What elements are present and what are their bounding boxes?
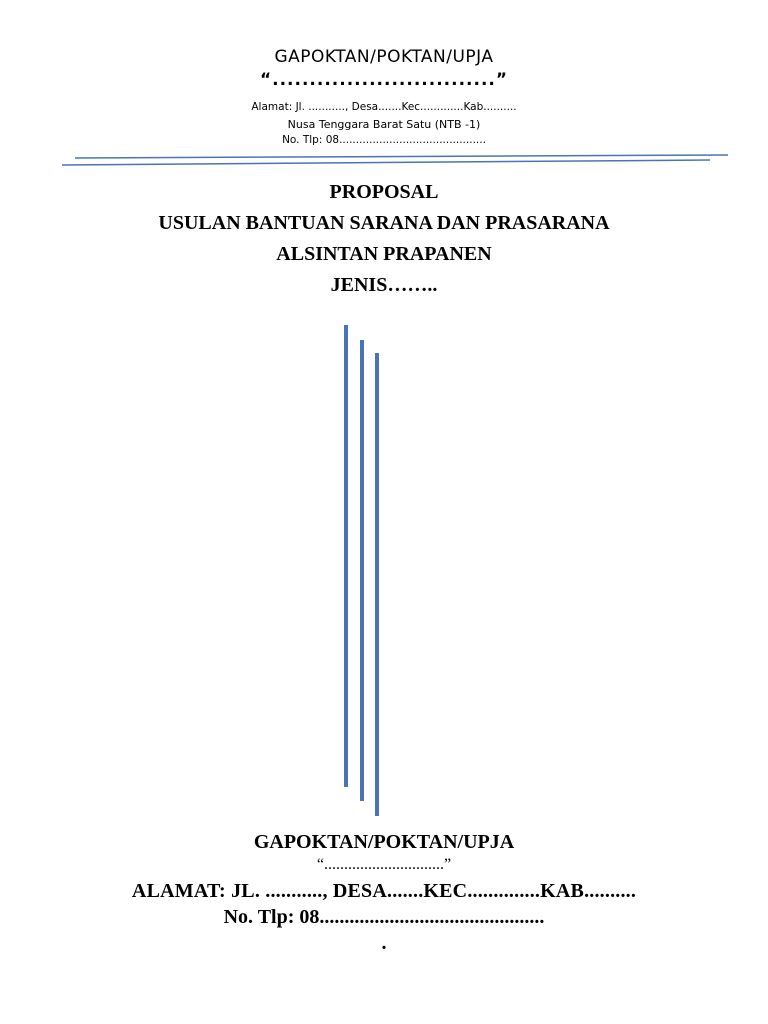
header-address: Alamat: Jl. ..........., Desa.......Kec.............Kab.......... bbox=[251, 101, 517, 113]
footer-phone: No. Tlp: 08............................................. bbox=[223, 906, 545, 928]
decorative-vertical-line bbox=[344, 325, 348, 787]
footer-address: ALAMAT: JL. ..........., DESA.......KEC..............KAB.......... bbox=[131, 880, 637, 902]
decorative-vertical-line bbox=[375, 353, 379, 816]
header-organization: GAPOKTAN/POKTAN/UPJA bbox=[274, 47, 494, 67]
proposal-subtitle: USULAN BANTUAN SARANA DAN PRASARANA bbox=[158, 212, 610, 234]
header-divider bbox=[0, 150, 768, 170]
proposal-category: ALSINTAN PRAPANEN bbox=[276, 243, 492, 265]
footer-dot: . bbox=[381, 932, 387, 954]
proposal-title: PROPOSAL bbox=[329, 181, 439, 203]
decorative-vertical-line bbox=[360, 340, 364, 801]
header-region: Nusa Tenggara Barat Satu (NTB -1) bbox=[287, 118, 481, 131]
header-phone: No. Tlp: 08............................................ bbox=[282, 134, 486, 146]
proposal-type: JENIS…….. bbox=[330, 274, 438, 296]
footer-organization: GAPOKTAN/POKTAN/UPJA bbox=[253, 831, 515, 853]
header-group-name: “..............................” bbox=[259, 70, 509, 90]
footer-group-name: “..............................” bbox=[316, 856, 452, 873]
